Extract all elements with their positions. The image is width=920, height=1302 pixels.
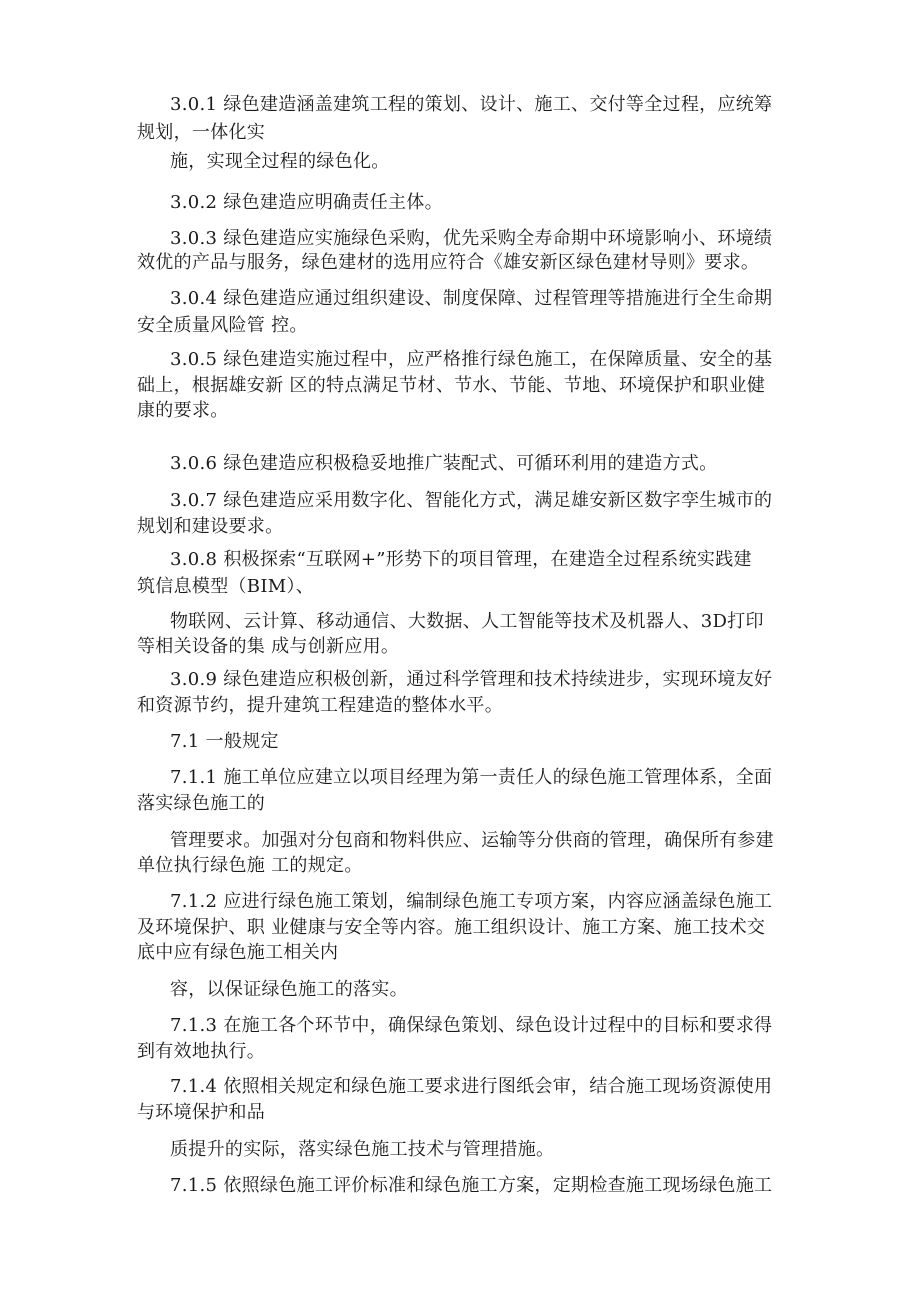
paragraph-line: 底中应有绿色施工相关内 — [137, 942, 339, 963]
paragraph-first-line: 3.0.6 绿色建造应积极稳妥地推广装配式、可循环利用的建造方式。 — [170, 453, 718, 474]
paragraph-line: 到有效地执行。 — [137, 1041, 266, 1062]
paragraph-first-line: 容，以保证绿色施工的落实。 — [170, 979, 408, 1000]
paragraph-line: 康的要求。 — [137, 400, 229, 421]
paragraph-first-line: 7.1.4 依照相关规定和绿色施工要求进行图纸会审，结合施工现场资源使用 — [170, 1076, 773, 1097]
paragraph-first-line: 物联网、云计算、移动通信、大数据、人工智能等技术及机器人、3D打印 — [170, 611, 764, 632]
paragraph-first-line: 管理要求。加强对分包商和物料供应、运输等分供商的管理，确保所有参建 — [170, 830, 774, 851]
paragraph-line: 效优的产品与服务，绿色建材的选用应符合《雄安新区绿色建材导则》要求。 — [137, 252, 760, 273]
paragraph-line: 等相关设备的集 成与创新应用。 — [137, 636, 400, 657]
paragraph-line: 与环境保护和品 — [137, 1102, 266, 1123]
paragraph-line: 安全质量风险管 控。 — [137, 315, 308, 336]
paragraph-first-line: 3.0.9 绿色建造应积极创新，通过科学管理和技术持续进步，实现环境友好 — [170, 669, 773, 690]
paragraph-line: 落实绿色施工的 — [137, 793, 266, 814]
paragraph-first-line: 3.0.1 绿色建造涵盖建筑工程的策划、设计、施工、交付等全过程，应统筹 — [170, 94, 773, 115]
paragraph-first-line: 3.0.2 绿色建造应明确责任主体。 — [170, 192, 443, 213]
paragraph-first-line: 7.1.5 依照绿色施工评价标准和绿色施工方案，定期检查施工现场绿色施工 — [170, 1175, 773, 1196]
paragraph-line: 筑信息模型（BIM）、 — [137, 576, 315, 597]
paragraph-first-line: 7.1.3 在施工各个环节中，确保绿色策划、绿色设计过程中的目标和要求得 — [170, 1015, 773, 1036]
paragraph-first-line: 3.0.5 绿色建造实施过程中，应严格推行绿色施工，在保障质量、安全的基 — [170, 349, 773, 370]
paragraph-first-line: 7.1.2 应进行绿色施工策划，编制绿色施工专项方案，内容应涵盖绿色施工 — [170, 891, 773, 912]
paragraph-line: 和资源节约，提升建筑工程建造的整体水平。 — [137, 695, 503, 716]
paragraph-first-line: 质提升的实际，落实绿色施工技术与管理措施。 — [170, 1139, 555, 1160]
paragraph-line: 规划，一体化实 — [137, 122, 266, 143]
paragraph-line: 规划和建设要求。 — [137, 516, 284, 537]
paragraph-first-line: 施，实现全过程的绿色化。 — [170, 151, 390, 172]
paragraph-first-line: 3.0.8 积极探索“互联网+”形势下的项目管理，在建造全过程系统实践建 — [170, 549, 752, 570]
paragraph-first-line: 7.1 一般规定 — [170, 731, 279, 752]
paragraph-first-line: 3.0.3 绿色建造应实施绿色采购，优先采购全寿命期中环境影响小、环境绩 — [170, 228, 773, 249]
paragraph-first-line: 7.1.1 施工单位应建立以项目经理为第一责任人的绿色施工管理体系，全面 — [170, 767, 773, 788]
paragraph-line: 及环境保护、职 业健康与安全等内容。施工组织设计、施工方案、施工技术交 — [137, 917, 766, 938]
paragraph-first-line: 3.0.4 绿色建造应通过组织建设、制度保障、过程管理等措施进行全生命期 — [170, 288, 773, 309]
paragraph-first-line: 3.0.7 绿色建造应采用数字化、智能化方式，满足雄安新区数字孪生城市的 — [170, 490, 773, 511]
paragraph-line: 础上，根据雄安新 区的特点满足节材、节水、节能、节地、环境保护和职业健 — [137, 375, 766, 396]
paragraph-line: 单位执行绿色施 工的规定。 — [137, 855, 363, 876]
